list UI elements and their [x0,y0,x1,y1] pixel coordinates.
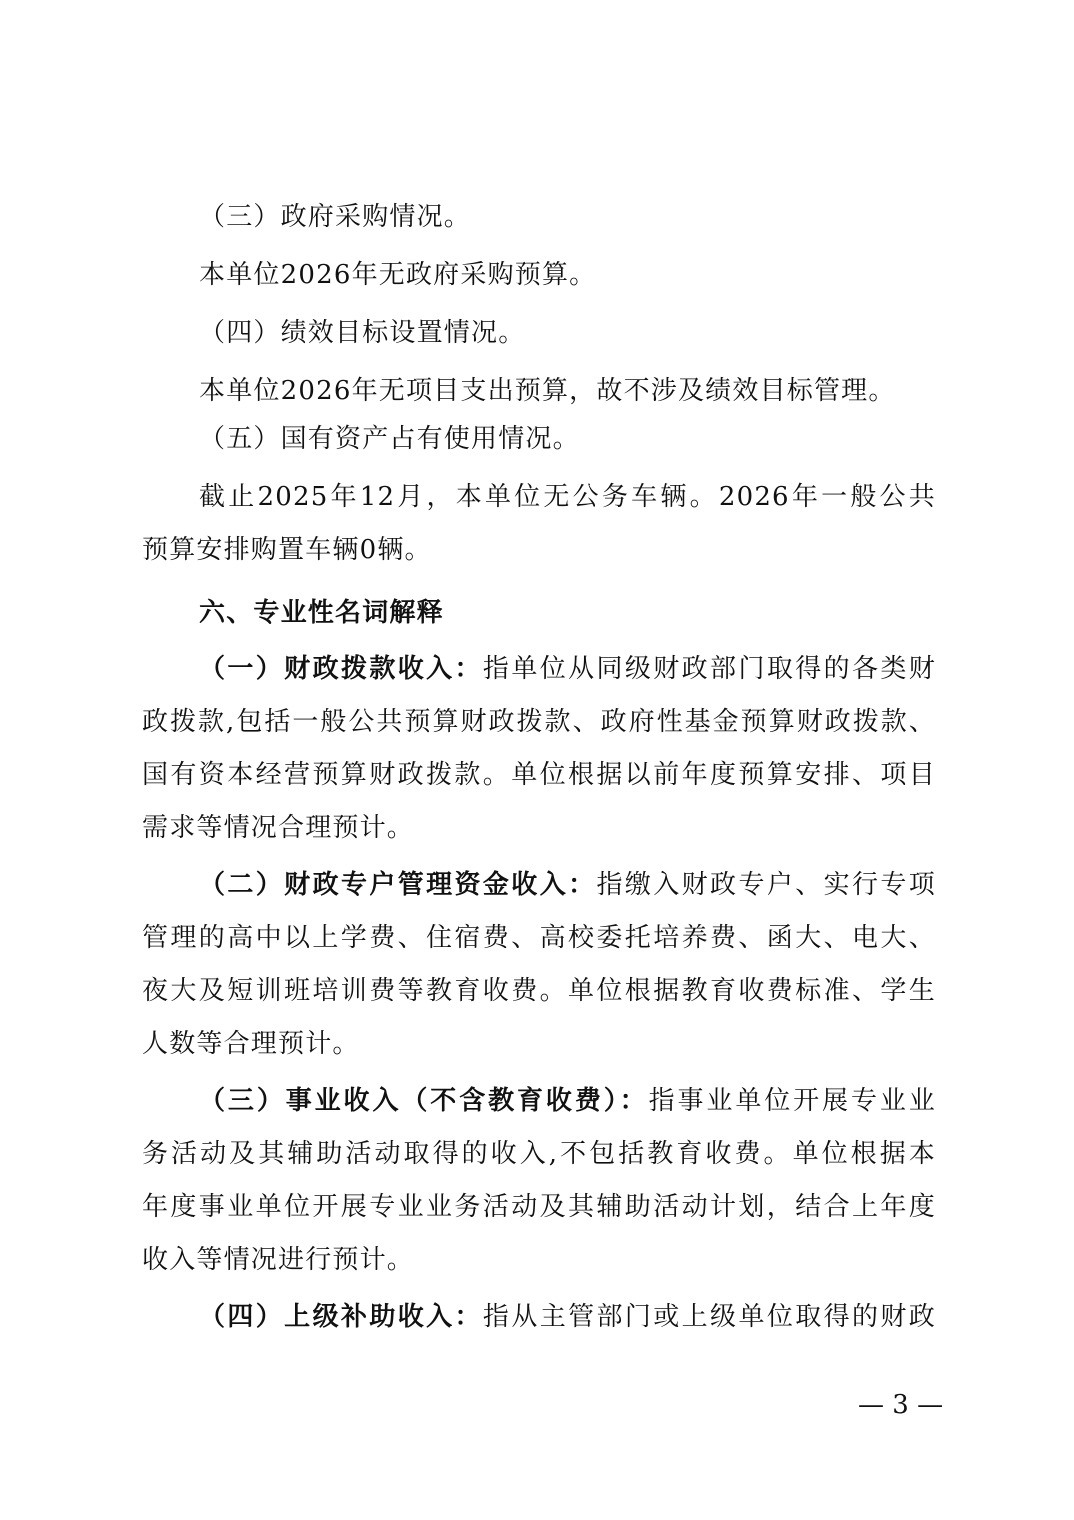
term-2-text: 指缴入财政专户、实行专项 [596,870,936,900]
subheading-assets: （五）国有资产占有使用情况。 [199,424,580,454]
paragraph-performance: 本单位2026年无项目支出预算，故不涉及绩效目标管理。 [199,376,896,406]
term-1-label: （一）财政拨款收入： [199,654,483,684]
term-2-line3: 夜大及短训班培训费等教育收费。单位根据教育收费标准、学生 [142,976,936,1006]
term-4-text: 指从主管部门或上级单位取得的财政 [482,1302,936,1332]
term-1-line3: 国有资本经营预算财政拨款。单位根据以前年度预算安排、项目 [142,760,936,790]
term-3-text: 指事业单位开展专业业 [648,1086,936,1116]
paragraph-assets-line1: 截止2025年12月，本单位无公务车辆。2026年一般公共 [199,482,936,512]
term-1-text: 指单位从同级财政部门取得的各类财 [482,654,936,684]
term-4-line1 [199,1300,936,1334]
term-3-line4: 收入等情况进行预计。 [142,1245,415,1275]
term-3-line1 [199,1084,936,1118]
term-1-line4: 需求等情况合理预计。 [142,813,415,843]
subheading-procurement: （三）政府采购情况。 [199,202,472,232]
term-3-label: （三）事业收入（不含教育收费）： [199,1086,649,1116]
page-number: — 3 — [858,1390,944,1420]
term-1-line1 [199,652,936,686]
term-3-line2: 务活动及其辅助活动取得的收入,不包括教育收费。单位根据本 [142,1139,936,1169]
section-heading-terms: 六、专业性名词解释 [199,598,444,628]
term-4-label: （四）上级补助收入： [199,1302,483,1332]
paragraph-assets-line2: 预算安排购置车辆0辆。 [142,535,432,565]
term-2-line4: 人数等合理预计。 [142,1029,360,1059]
term-3-line3: 年度事业单位开展专业业务活动及其辅助活动计划，结合上年度 [142,1192,936,1222]
paragraph-procurement: 本单位2026年无政府采购预算。 [199,260,597,290]
term-2-line2: 管理的高中以上学费、住宿费、高校委托培养费、函大、电大、 [142,923,936,953]
subheading-performance: （四）绩效目标设置情况。 [199,318,526,348]
term-1-line2: 政拨款,包括一般公共预算财政拨款、政府性基金预算财政拨款、 [142,707,936,737]
term-2-label: （二）财政专户管理资金收入： [199,870,597,900]
term-2-line1 [199,868,936,902]
